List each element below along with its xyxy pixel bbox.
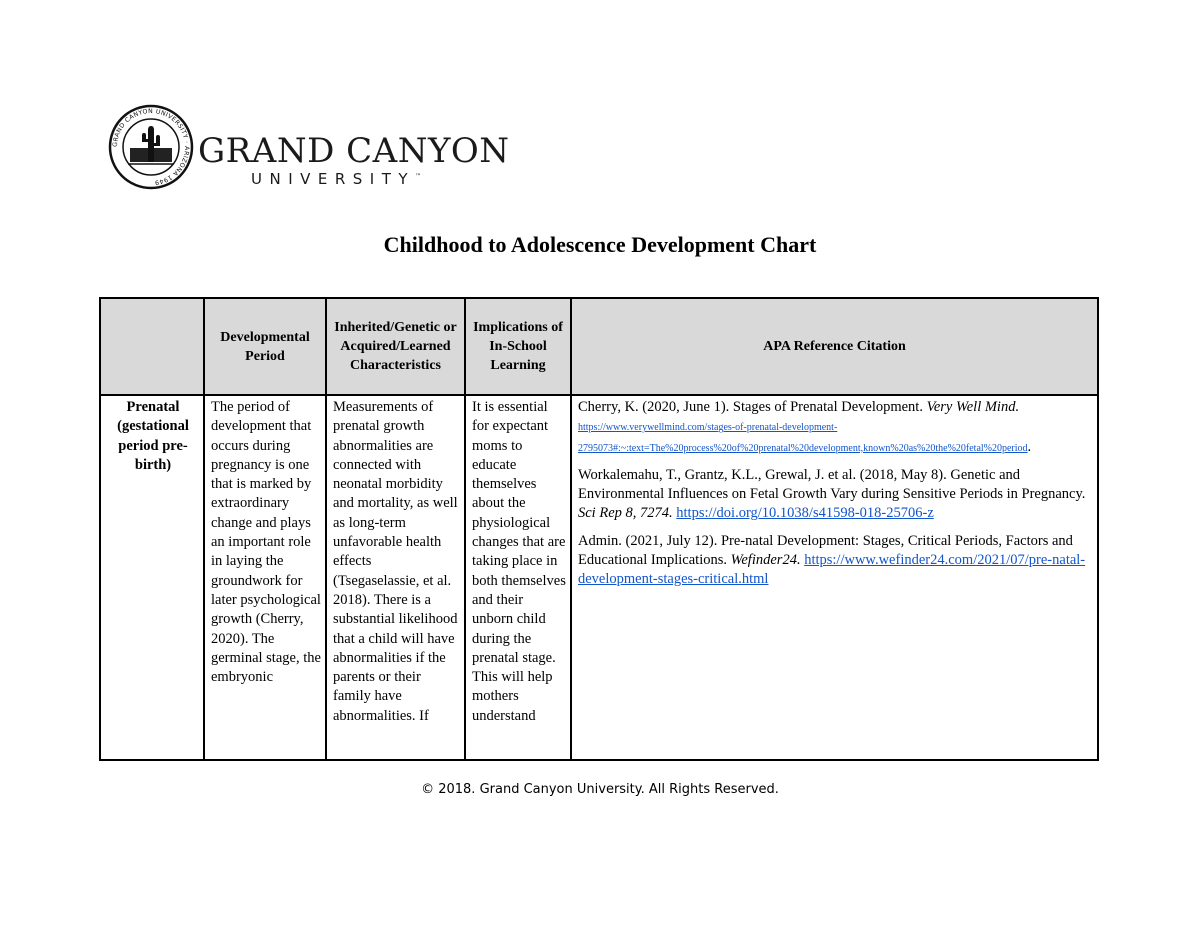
reference-link-workalemahu[interactable]: https://doi.org/10.1038/s41598-018-25706-z <box>676 505 934 522</box>
stage-cell: Prenatal (gestational period pre-birth) <box>100 395 204 760</box>
reference-link-wefinder[interactable]: https://www.wefinder24.com/2021/07/pre-natal-development-stages-critical.html <box>578 552 1086 588</box>
header-implications: Implications of In-School Learning <box>465 298 571 395</box>
logo-subtitle: UNIVERSITY™ <box>251 170 422 188</box>
header-stage <box>100 298 204 395</box>
table-header-row <box>100 298 1098 395</box>
svg-text:GRAND CANYON UNIVERSITY · ARIZ: GRAND CANYON UNIVERSITY · ARIZONA 1949 <box>111 107 191 186</box>
header-characteristics: Inherited/Genetic or Acquired/Learned Characteristics <box>326 298 465 395</box>
header-apa-citation: APA Reference Citation <box>571 298 1098 395</box>
gcu-logo <box>108 104 510 192</box>
implications-cell: It is essential for expectant moms to educate themselves about the physiological changes that are taking place in both themselves and their unborn child during the prenatal stage. This will help mothers understand <box>465 395 571 760</box>
header-developmental-period: Developmental Period <box>204 298 326 395</box>
reference-workalemahu: Workalemahu, T., Grantz, K.L., Grewal, J. et al. (2018, May 8). Genetic and Environmental Influences on Fetal Growth Vary during Sensitive Periods in Pregnancy. Sci Rep 8, 7274. https://doi.org/10.1038/s41598-018-25706-z <box>578 466 1086 522</box>
reference-cherry: Cherry, K. (2020, June 1). Stages of Prenatal Development. Very Well Mind. https://www.verywellmind.com/stages-of-prenatal-development-2795073#:~:text=The%20process%20of%20prenatal%20development,known%20as%20the%20fetal%20period. <box>578 399 1032 455</box>
copyright-footer: © 2018. Grand Canyon University. All Rights Reserved. <box>421 782 779 797</box>
reference-admin: Admin. (2021, July 12). Pre-natal Development: Stages, Critical Periods, Factors and Educational Implications. Wefinder24. https://www.wefinder24.com/2021/07/pre-natal-development-stages-critical.html <box>578 532 1086 588</box>
characteristics-cell: Measurements of prenatal growth abnormalities are connected with neonatal morbidity and mortality, as well as long-term unfavorable health effects (Tsegaselassie, et al. 2018). There is a substantial likelihood that a child will have abnormalities if the parents or their family have abnormalities. If <box>326 395 465 760</box>
logo-wordmark: GRAND CANYON <box>198 131 510 171</box>
development-chart-table <box>99 297 1099 761</box>
references-cell <box>571 395 1098 760</box>
table-row <box>100 395 1098 760</box>
page-title: Childhood to Adolescence Development Chart <box>383 232 817 257</box>
period-cell: The period of development that occurs during pregnancy is one that is marked by extraordinary change and plays an important role in laying the groundwork for later psychological growth (Cherry, 2020). The germinal stage, the embryonic <box>204 395 326 760</box>
reference-link-cherry[interactable]: https://www.verywellmind.com/stages-of-prenatal-development-2795073#:~:text=The%20process%20of%20prenatal%20development,known%20as%20the%20fetal%20period <box>578 422 1028 454</box>
university-seal-icon <box>108 104 194 190</box>
